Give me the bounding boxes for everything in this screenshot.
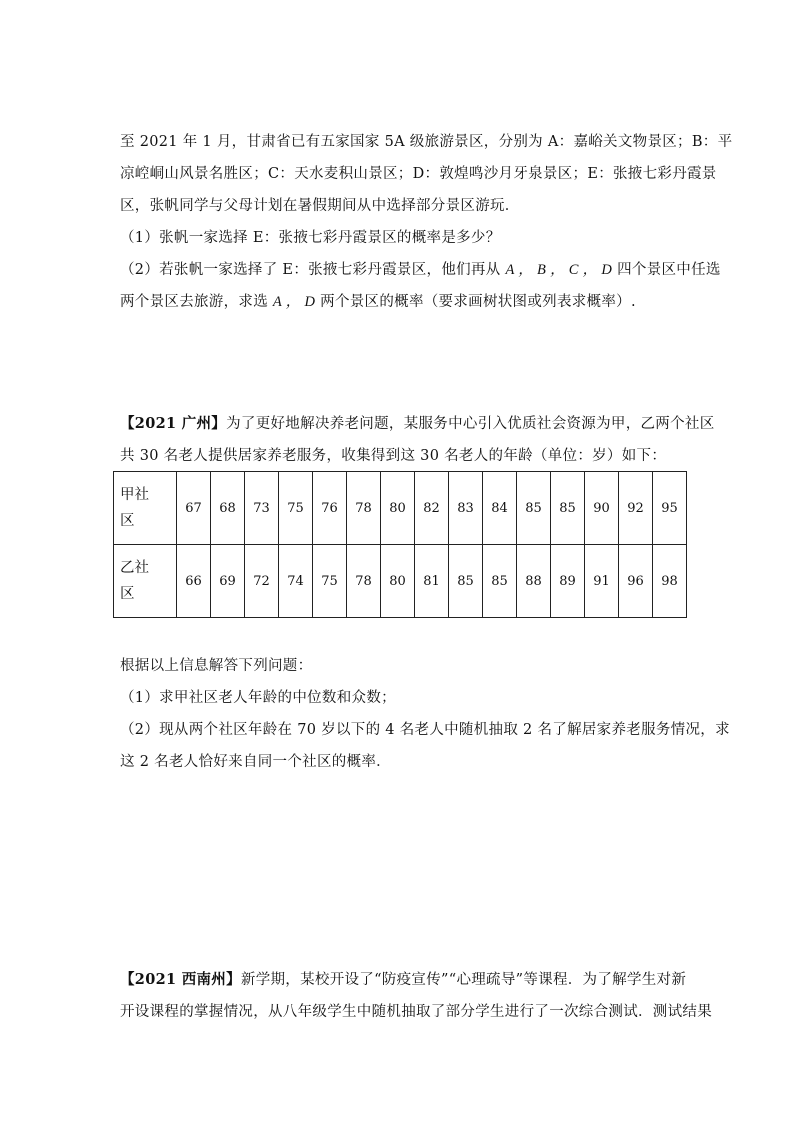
table-cell: 96 [619,545,653,618]
table-cell: 78 [347,472,381,545]
table-cell: 88 [517,545,551,618]
table-cell: 68 [211,472,245,545]
problem-2-question-1: （1）求甲社区老人年龄的中位数和众数； [120,690,396,706]
table-cell: 85 [517,472,551,545]
problem-2-question-2-line-2: 这 2 名老人恰好来自同一个社区的概率． [120,754,391,770]
problem-2-instruction: 根据以上信息解答下列问题： [120,658,313,674]
problem-3-text: 新学期，某校开设了“防疫宣传”“心理疏导”等课程．为了解学生对新 [240,972,687,988]
table-cell: 81 [415,545,449,618]
table-cell: 73 [245,472,279,545]
problem-3 [120,964,712,1028]
table-cell: 92 [619,472,653,545]
problem-1-question-2-line-1 [120,254,721,286]
problem-1-line-1: 至 2021 年 1 月，甘肃省已有五家国家 5A 级旅游景区，分别为 A：嘉峪关文物景区；B：平 [120,134,733,150]
problem-2-intro [120,408,715,472]
table-cell: 85 [449,545,483,618]
q2-vars-a: A ， B ， C ， D [505,262,613,278]
table-row-header [114,545,177,618]
table-cell: 84 [483,472,517,545]
table-cell: 80 [381,472,415,545]
q2-text-b: 四个景区中任选 [612,262,721,278]
problem-3-line-1 [120,964,687,996]
problem-1-line-2: 凉崆峒山风景名胜区；C：天水麦积山景区；D：敦煌鸣沙月牙泉景区；E：张掖七彩丹霞景 [120,166,717,182]
table-cell: 98 [653,545,687,618]
age-table [113,471,687,618]
problem-2-intro-text: 为了更好地解决养老问题，某服务中心引入优质社会资源为甲，乙两个社区 [226,416,715,432]
age-table-body [114,472,687,618]
problem-1 [120,126,733,318]
problem-2-line-2: 共 30 名老人提供居家养老服务，收集得到这 30 名老人的年龄（单位：岁）如下： [120,448,667,464]
table-cell: 76 [313,472,347,545]
q2-text-d: 两个景区的概率（要求画树状图或列表求概率）. [315,294,636,310]
table-row-header [114,472,177,545]
q2-text-a: （2）若张帆一家选择了 E：张掖七彩丹霞景区，他们再从 [120,262,506,278]
table-cell: 91 [585,545,619,618]
table-cell: 89 [551,545,585,618]
problem-1-line-3: 区，张帆同学与父母计划在暑假期间从中选择部分景区游玩． [120,198,520,214]
table-cell: 80 [381,545,415,618]
table-cell: 85 [483,545,517,618]
problem-2-line-1 [120,408,715,440]
table-cell: 67 [177,472,211,545]
table-cell: 74 [279,545,313,618]
table-cell: 90 [585,472,619,545]
q2-text-c: 两个景区去旅游，求选 [120,294,273,310]
table-cell: 82 [415,472,449,545]
problem-3-source-tag: 【2021 西南州】 [120,971,241,988]
problem-1-question-2-line-2 [120,286,680,318]
table-cell: 75 [279,472,313,545]
table-cell: 75 [313,545,347,618]
row-label-top: 甲社 [120,487,149,503]
row-label-top: 乙社 [120,560,149,576]
table-cell: 85 [551,472,585,545]
q2-vars-b: A ， D [272,294,316,310]
problem-1-question-1: （1）张帆一家选择 E：张掖七彩丹霞景区的概率是多少？ [120,230,501,246]
table-row [114,472,687,545]
problem-2-question-2-line-1: （2）现从两个社区年龄在 70 岁以下的 4 名老人中随机抽取 2 名了解居家养老服务情况，求 [120,722,730,738]
row-label-bottom: 区 [120,586,135,602]
table-cell: 69 [211,545,245,618]
table-cell: 95 [653,472,687,545]
table-row [114,545,687,618]
problem-3-line-2: 开设课程的掌握情况，从八年级学生中随机抽取了部分学生进行了一次综合测试．测试结果 [120,1004,712,1020]
problem-2-questions [120,650,730,778]
table-cell: 83 [449,472,483,545]
table-cell: 66 [177,545,211,618]
table-cell: 72 [245,545,279,618]
problem-2-source-tag: 【2021 广州】 [120,415,227,432]
table-cell: 78 [347,545,381,618]
row-label-bottom: 区 [120,513,135,529]
